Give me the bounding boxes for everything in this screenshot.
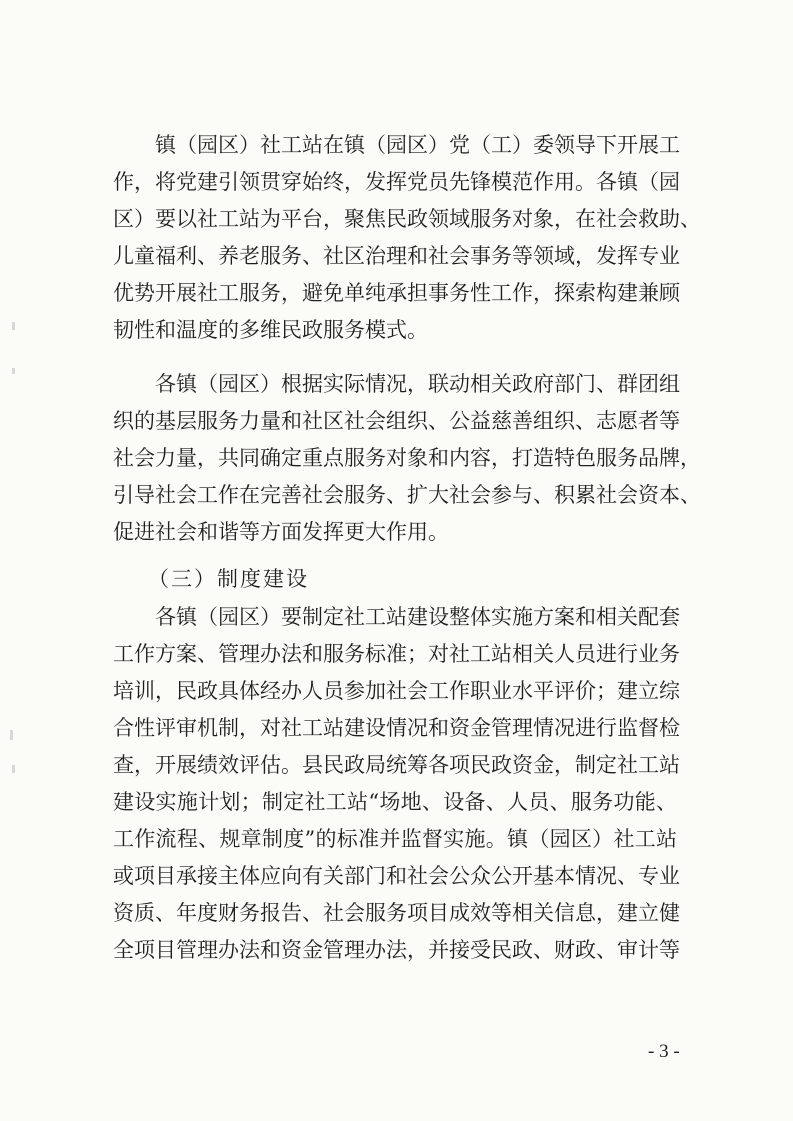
paragraph-line: 促进社会和谐等方面发挥更大作用。 <box>113 520 449 544</box>
paragraph-line: 培训，民政具体经办人员参加社会工作职业水平评价；建立综 <box>113 679 680 703</box>
paragraph-line: 各镇（园区）要制定社工站建设整体实施方案和相关配套 <box>155 605 680 629</box>
paragraph-line: 儿童福利、养老服务、社区治理和社会事务等领域，发挥专业 <box>113 244 680 268</box>
paragraph-line: 或项目承接主体应向有关部门和社会公众公开基本情况、专业 <box>113 864 680 888</box>
scan-artifact <box>12 765 15 773</box>
scan-artifact <box>12 322 15 330</box>
paragraph-line: 建设实施计划；制定社工站“场地、设备、人员、服务功能、 <box>113 790 677 814</box>
scan-artifact <box>10 730 13 740</box>
paragraph-line: 工作方案、管理办法和服务标准；对社工站相关人员进行业务 <box>113 642 680 666</box>
paragraph-line: 韧性和温度的多维民政服务模式。 <box>113 318 428 342</box>
paragraph-line: 工作流程、规章制度”的标准并监督实施。镇（园区）社工站 <box>113 827 677 851</box>
paragraph-line: 织的基层服务力量和社区社会组织、公益慈善组织、志愿者等 <box>113 409 680 433</box>
paragraph-line: 查，开展绩效评估。县民政局统筹各项民政资金，制定社工站 <box>113 753 680 777</box>
paragraph-line: 区）要以社工站为平台，聚焦民政领域服务对象，在社会救助、 <box>113 207 701 231</box>
paragraph-line: 作，将党建引领贯穿始终，发挥党员先锋模范作用。各镇（园 <box>113 170 680 194</box>
page-number: - 3 - <box>648 1041 680 1062</box>
paragraph-line: 全项目管理办法和资金管理办法，并接受民政、财政、审计等 <box>113 938 680 962</box>
paragraph-line: 资质、年度财务报告、社会服务项目成效等相关信息，建立健 <box>113 901 680 925</box>
paragraph-line: 合性评审机制，对社工站建设情况和资金管理情况进行监督检 <box>113 716 680 740</box>
paragraph-line: 各镇（园区）根据实际情况，联动相关政府部门、群团组 <box>155 372 680 396</box>
section-heading: （三）制度建设 <box>148 567 309 591</box>
paragraph-line: 镇（园区）社工站在镇（园区）党（工）委领导下开展工 <box>155 133 680 157</box>
paragraph-line: 优势开展社工服务，避免单纯承担事务性工作，探索构建兼顾 <box>113 281 680 305</box>
paragraph-line: 社会力量，共同确定重点服务对象和内容，打造特色服务品牌， <box>113 446 701 470</box>
paragraph-line: 引导社会工作在完善社会服务、扩大社会参与、积累社会资本、 <box>113 483 701 507</box>
scan-artifact <box>12 368 15 374</box>
